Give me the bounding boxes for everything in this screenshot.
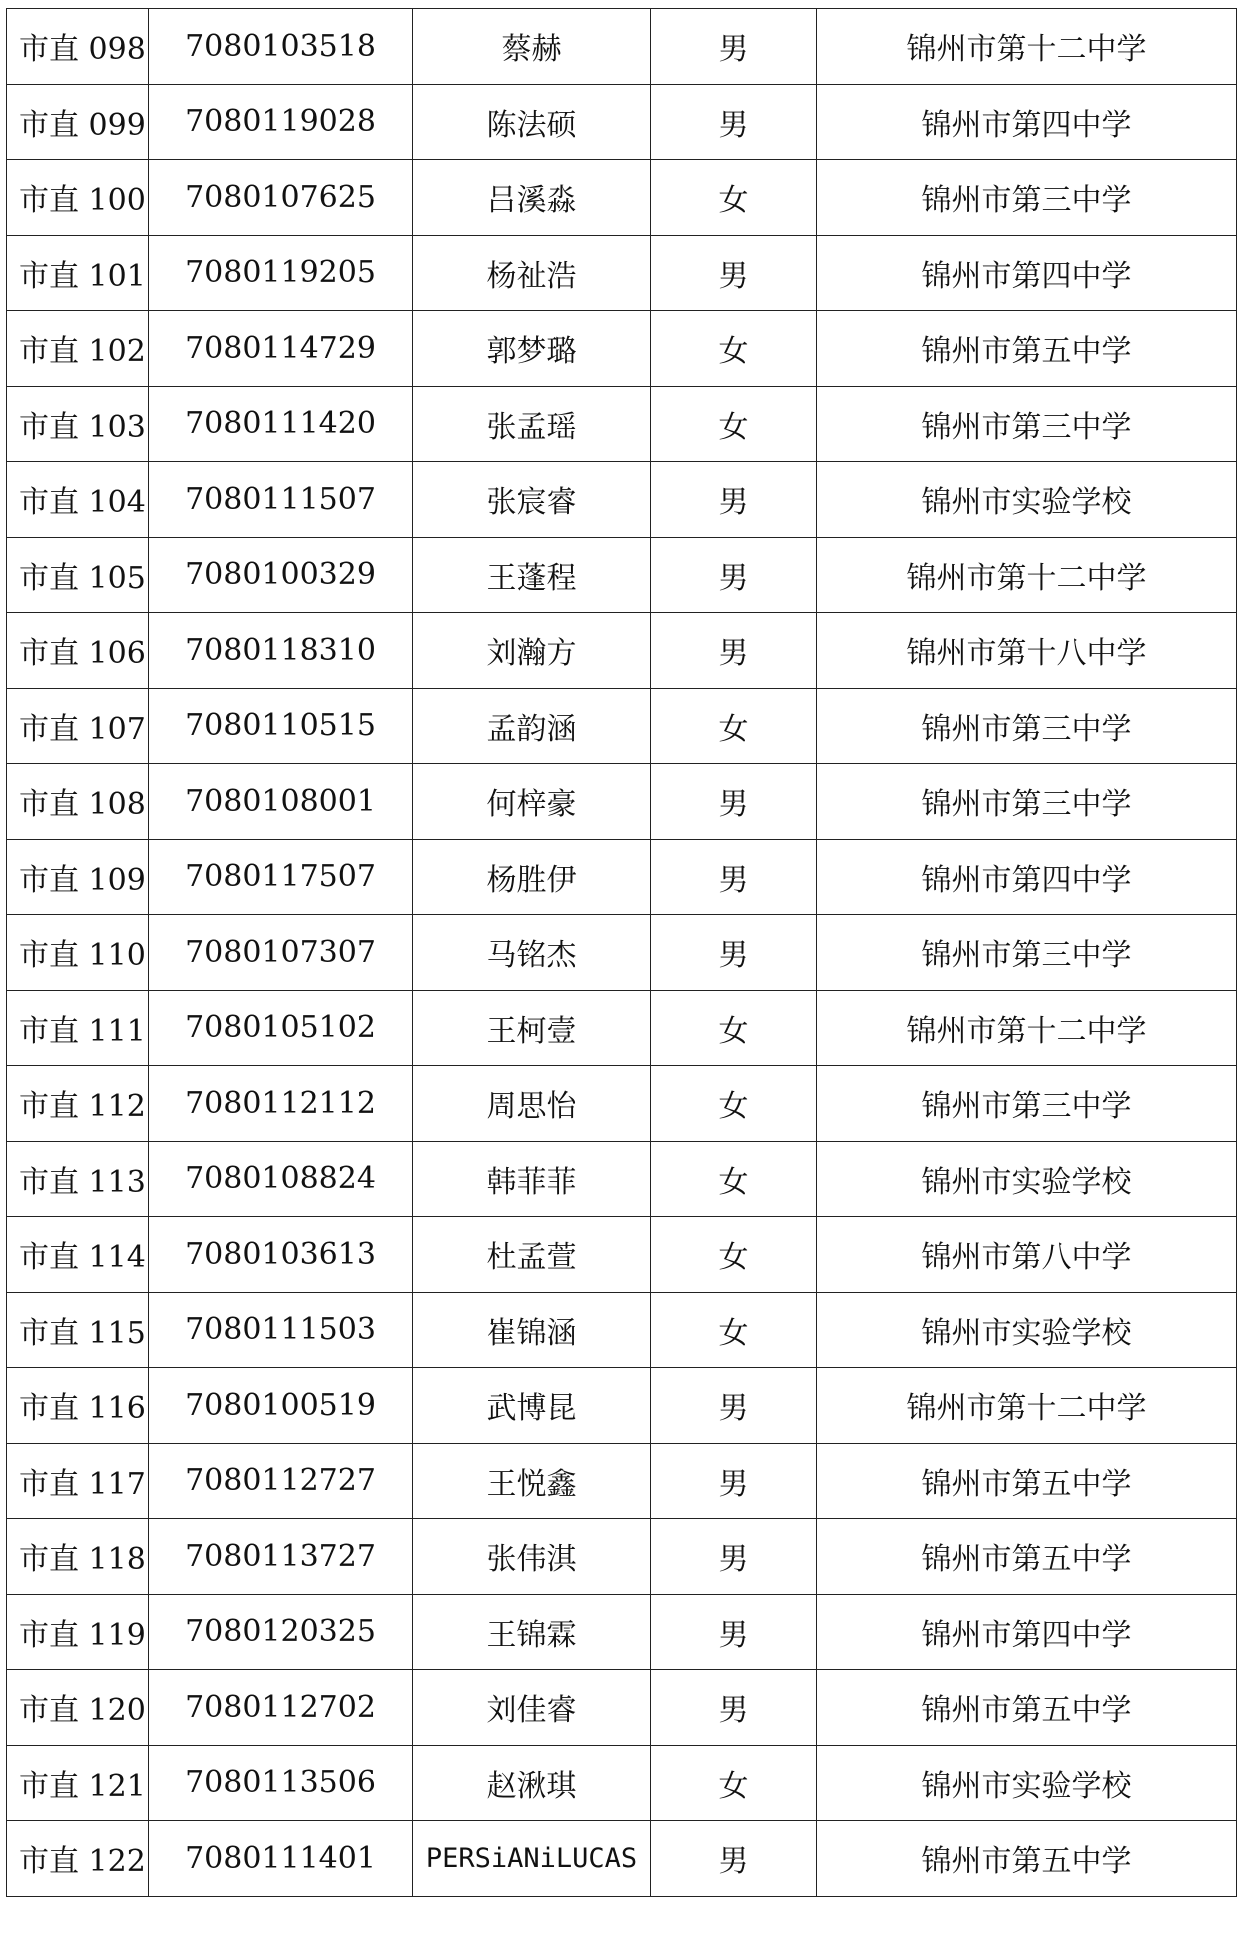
school-name-cell: 锦州市第十二中学 — [817, 537, 1237, 613]
gender-cell: 男 — [651, 839, 817, 915]
exam-number-cell: 7080107625 — [149, 160, 413, 236]
gender-cell: 男 — [651, 1443, 817, 1519]
table-row — [7, 84, 1237, 160]
table-row — [7, 688, 1237, 764]
student-name-cell: 张孟瑶 — [413, 386, 651, 462]
school-name-cell: 锦州市第十二中学 — [817, 1368, 1237, 1444]
district-code-cell: 市直 114 — [7, 1217, 149, 1293]
school-name-cell: 锦州市第三中学 — [817, 688, 1237, 764]
exam-number-cell: 7080108824 — [149, 1141, 413, 1217]
school-name-cell: 锦州市第三中学 — [817, 915, 1237, 991]
exam-number-cell: 7080119028 — [149, 84, 413, 160]
district-code-cell: 市直 117 — [7, 1443, 149, 1519]
table-row — [7, 613, 1237, 689]
table-row — [7, 160, 1237, 236]
gender-cell: 男 — [651, 1368, 817, 1444]
gender-cell: 女 — [651, 1745, 817, 1821]
district-code-cell: 市直 105 — [7, 537, 149, 613]
student-name-cell: 王锦霖 — [413, 1594, 651, 1670]
school-name-cell: 锦州市第五中学 — [817, 1443, 1237, 1519]
gender-cell: 男 — [651, 1821, 817, 1897]
school-name-cell: 锦州市第十二中学 — [817, 990, 1237, 1066]
school-name-cell: 锦州市第八中学 — [817, 1217, 1237, 1293]
school-name-cell: 锦州市第三中学 — [817, 160, 1237, 236]
school-name-cell: 锦州市第四中学 — [817, 84, 1237, 160]
gender-cell: 女 — [651, 160, 817, 236]
table-row — [7, 1519, 1237, 1595]
student-name-cell: 蔡赫 — [413, 9, 651, 85]
table-row — [7, 1821, 1237, 1897]
exam-number-cell: 7080111507 — [149, 462, 413, 538]
district-code-cell: 市直 121 — [7, 1745, 149, 1821]
gender-cell: 女 — [651, 688, 817, 764]
exam-number-cell: 7080103613 — [149, 1217, 413, 1293]
table-row — [7, 235, 1237, 311]
student-name-cell: 王悦鑫 — [413, 1443, 651, 1519]
student-name-cell: 陈法硕 — [413, 84, 651, 160]
exam-number-cell: 7080119205 — [149, 235, 413, 311]
exam-number-cell: 7080100519 — [149, 1368, 413, 1444]
exam-number-cell: 7080105102 — [149, 990, 413, 1066]
student-name-cell: 周思怡 — [413, 1066, 651, 1142]
district-code-cell: 市直 100 — [7, 160, 149, 236]
table-row — [7, 764, 1237, 840]
school-name-cell: 锦州市第三中学 — [817, 764, 1237, 840]
table-row — [7, 1443, 1237, 1519]
gender-cell: 男 — [651, 235, 817, 311]
exam-number-cell: 7080118310 — [149, 613, 413, 689]
district-code-cell: 市直 122 — [7, 1821, 149, 1897]
district-code-cell: 市直 107 — [7, 688, 149, 764]
gender-cell: 男 — [651, 537, 817, 613]
student-name-cell: 何梓豪 — [413, 764, 651, 840]
exam-number-cell: 7080107307 — [149, 915, 413, 991]
exam-number-cell: 7080112702 — [149, 1670, 413, 1746]
exam-number-cell: 7080111420 — [149, 386, 413, 462]
student-name-cell: 郭梦璐 — [413, 311, 651, 387]
student-name-cell: 崔锦涵 — [413, 1292, 651, 1368]
gender-cell: 女 — [651, 990, 817, 1066]
student-name-cell: 张伟淇 — [413, 1519, 651, 1595]
table-row — [7, 1292, 1237, 1368]
gender-cell: 男 — [651, 1594, 817, 1670]
school-name-cell: 锦州市第五中学 — [817, 1519, 1237, 1595]
exam-number-cell: 7080111401 — [149, 1821, 413, 1897]
table-row — [7, 839, 1237, 915]
district-code-cell: 市直 108 — [7, 764, 149, 840]
district-code-cell: 市直 099 — [7, 84, 149, 160]
gender-cell: 男 — [651, 915, 817, 991]
school-name-cell: 锦州市第十八中学 — [817, 613, 1237, 689]
district-code-cell: 市直 120 — [7, 1670, 149, 1746]
table-row — [7, 1217, 1237, 1293]
district-code-cell: 市直 103 — [7, 386, 149, 462]
gender-cell: 男 — [651, 1670, 817, 1746]
gender-cell: 女 — [651, 311, 817, 387]
gender-cell: 男 — [651, 462, 817, 538]
gender-cell: 男 — [651, 9, 817, 85]
table-row — [7, 990, 1237, 1066]
student-name-cell: 王蓬程 — [413, 537, 651, 613]
exam-number-cell: 7080112727 — [149, 1443, 413, 1519]
student-name-cell: 马铭杰 — [413, 915, 651, 991]
table-row — [7, 537, 1237, 613]
school-name-cell: 锦州市实验学校 — [817, 1141, 1237, 1217]
table-row — [7, 311, 1237, 387]
exam-number-cell: 7080117507 — [149, 839, 413, 915]
gender-cell: 男 — [651, 764, 817, 840]
gender-cell: 男 — [651, 1519, 817, 1595]
school-name-cell: 锦州市第三中学 — [817, 1066, 1237, 1142]
exam-number-cell: 7080111503 — [149, 1292, 413, 1368]
table-row — [7, 1368, 1237, 1444]
school-name-cell: 锦州市第四中学 — [817, 839, 1237, 915]
exam-number-cell: 7080112112 — [149, 1066, 413, 1142]
student-name-cell: 杨祉浩 — [413, 235, 651, 311]
school-name-cell: 锦州市实验学校 — [817, 1745, 1237, 1821]
district-code-cell: 市直 104 — [7, 462, 149, 538]
school-name-cell: 锦州市第三中学 — [817, 386, 1237, 462]
student-name-cell: 杜孟萱 — [413, 1217, 651, 1293]
district-code-cell: 市直 116 — [7, 1368, 149, 1444]
district-code-cell: 市直 118 — [7, 1519, 149, 1595]
school-name-cell: 锦州市实验学校 — [817, 462, 1237, 538]
table-row — [7, 1141, 1237, 1217]
school-name-cell: 锦州市第四中学 — [817, 235, 1237, 311]
exam-number-cell: 7080110515 — [149, 688, 413, 764]
student-name-cell: 赵湫琪 — [413, 1745, 651, 1821]
table-row — [7, 915, 1237, 991]
school-name-cell: 锦州市第四中学 — [817, 1594, 1237, 1670]
school-name-cell: 锦州市第五中学 — [817, 311, 1237, 387]
table-row — [7, 386, 1237, 462]
student-name-cell: 吕溪淼 — [413, 160, 651, 236]
table-row — [7, 1066, 1237, 1142]
district-code-cell: 市直 113 — [7, 1141, 149, 1217]
school-name-cell: 锦州市实验学校 — [817, 1292, 1237, 1368]
student-name-cell: 刘佳睿 — [413, 1670, 651, 1746]
school-name-cell: 锦州市第五中学 — [817, 1670, 1237, 1746]
exam-number-cell: 7080103518 — [149, 9, 413, 85]
gender-cell: 女 — [651, 1217, 817, 1293]
exam-number-cell: 7080113727 — [149, 1519, 413, 1595]
gender-cell: 男 — [651, 613, 817, 689]
district-code-cell: 市直 119 — [7, 1594, 149, 1670]
exam-number-cell: 7080113506 — [149, 1745, 413, 1821]
district-code-cell: 市直 109 — [7, 839, 149, 915]
school-name-cell: 锦州市第十二中学 — [817, 9, 1237, 85]
district-code-cell: 市直 112 — [7, 1066, 149, 1142]
student-name-cell: 王柯壹 — [413, 990, 651, 1066]
student-name-cell: 杨胜伊 — [413, 839, 651, 915]
gender-cell: 男 — [651, 84, 817, 160]
student-name-cell: PERSiANiLUCAS — [413, 1821, 651, 1897]
school-name-cell: 锦州市第五中学 — [817, 1821, 1237, 1897]
table-row — [7, 1594, 1237, 1670]
table-row — [7, 1670, 1237, 1746]
district-code-cell: 市直 102 — [7, 311, 149, 387]
district-code-cell: 市直 111 — [7, 990, 149, 1066]
gender-cell: 女 — [651, 1292, 817, 1368]
roster-body — [7, 9, 1237, 1897]
exam-number-cell: 7080100329 — [149, 537, 413, 613]
student-name-cell: 刘瀚方 — [413, 613, 651, 689]
student-name-cell: 韩菲菲 — [413, 1141, 651, 1217]
student-name-cell: 武博昆 — [413, 1368, 651, 1444]
table-row — [7, 462, 1237, 538]
gender-cell: 女 — [651, 1141, 817, 1217]
district-code-cell: 市直 115 — [7, 1292, 149, 1368]
student-roster-table — [6, 8, 1237, 1897]
gender-cell: 女 — [651, 1066, 817, 1142]
student-name-cell: 孟韵涵 — [413, 688, 651, 764]
exam-number-cell: 7080114729 — [149, 311, 413, 387]
table-row — [7, 1745, 1237, 1821]
gender-cell: 女 — [651, 386, 817, 462]
exam-number-cell: 7080108001 — [149, 764, 413, 840]
student-name-cell: 张宸睿 — [413, 462, 651, 538]
district-code-cell: 市直 106 — [7, 613, 149, 689]
district-code-cell: 市直 101 — [7, 235, 149, 311]
district-code-cell: 市直 110 — [7, 915, 149, 991]
table-row — [7, 9, 1237, 85]
district-code-cell: 市直 098 — [7, 9, 149, 85]
exam-number-cell: 7080120325 — [149, 1594, 413, 1670]
